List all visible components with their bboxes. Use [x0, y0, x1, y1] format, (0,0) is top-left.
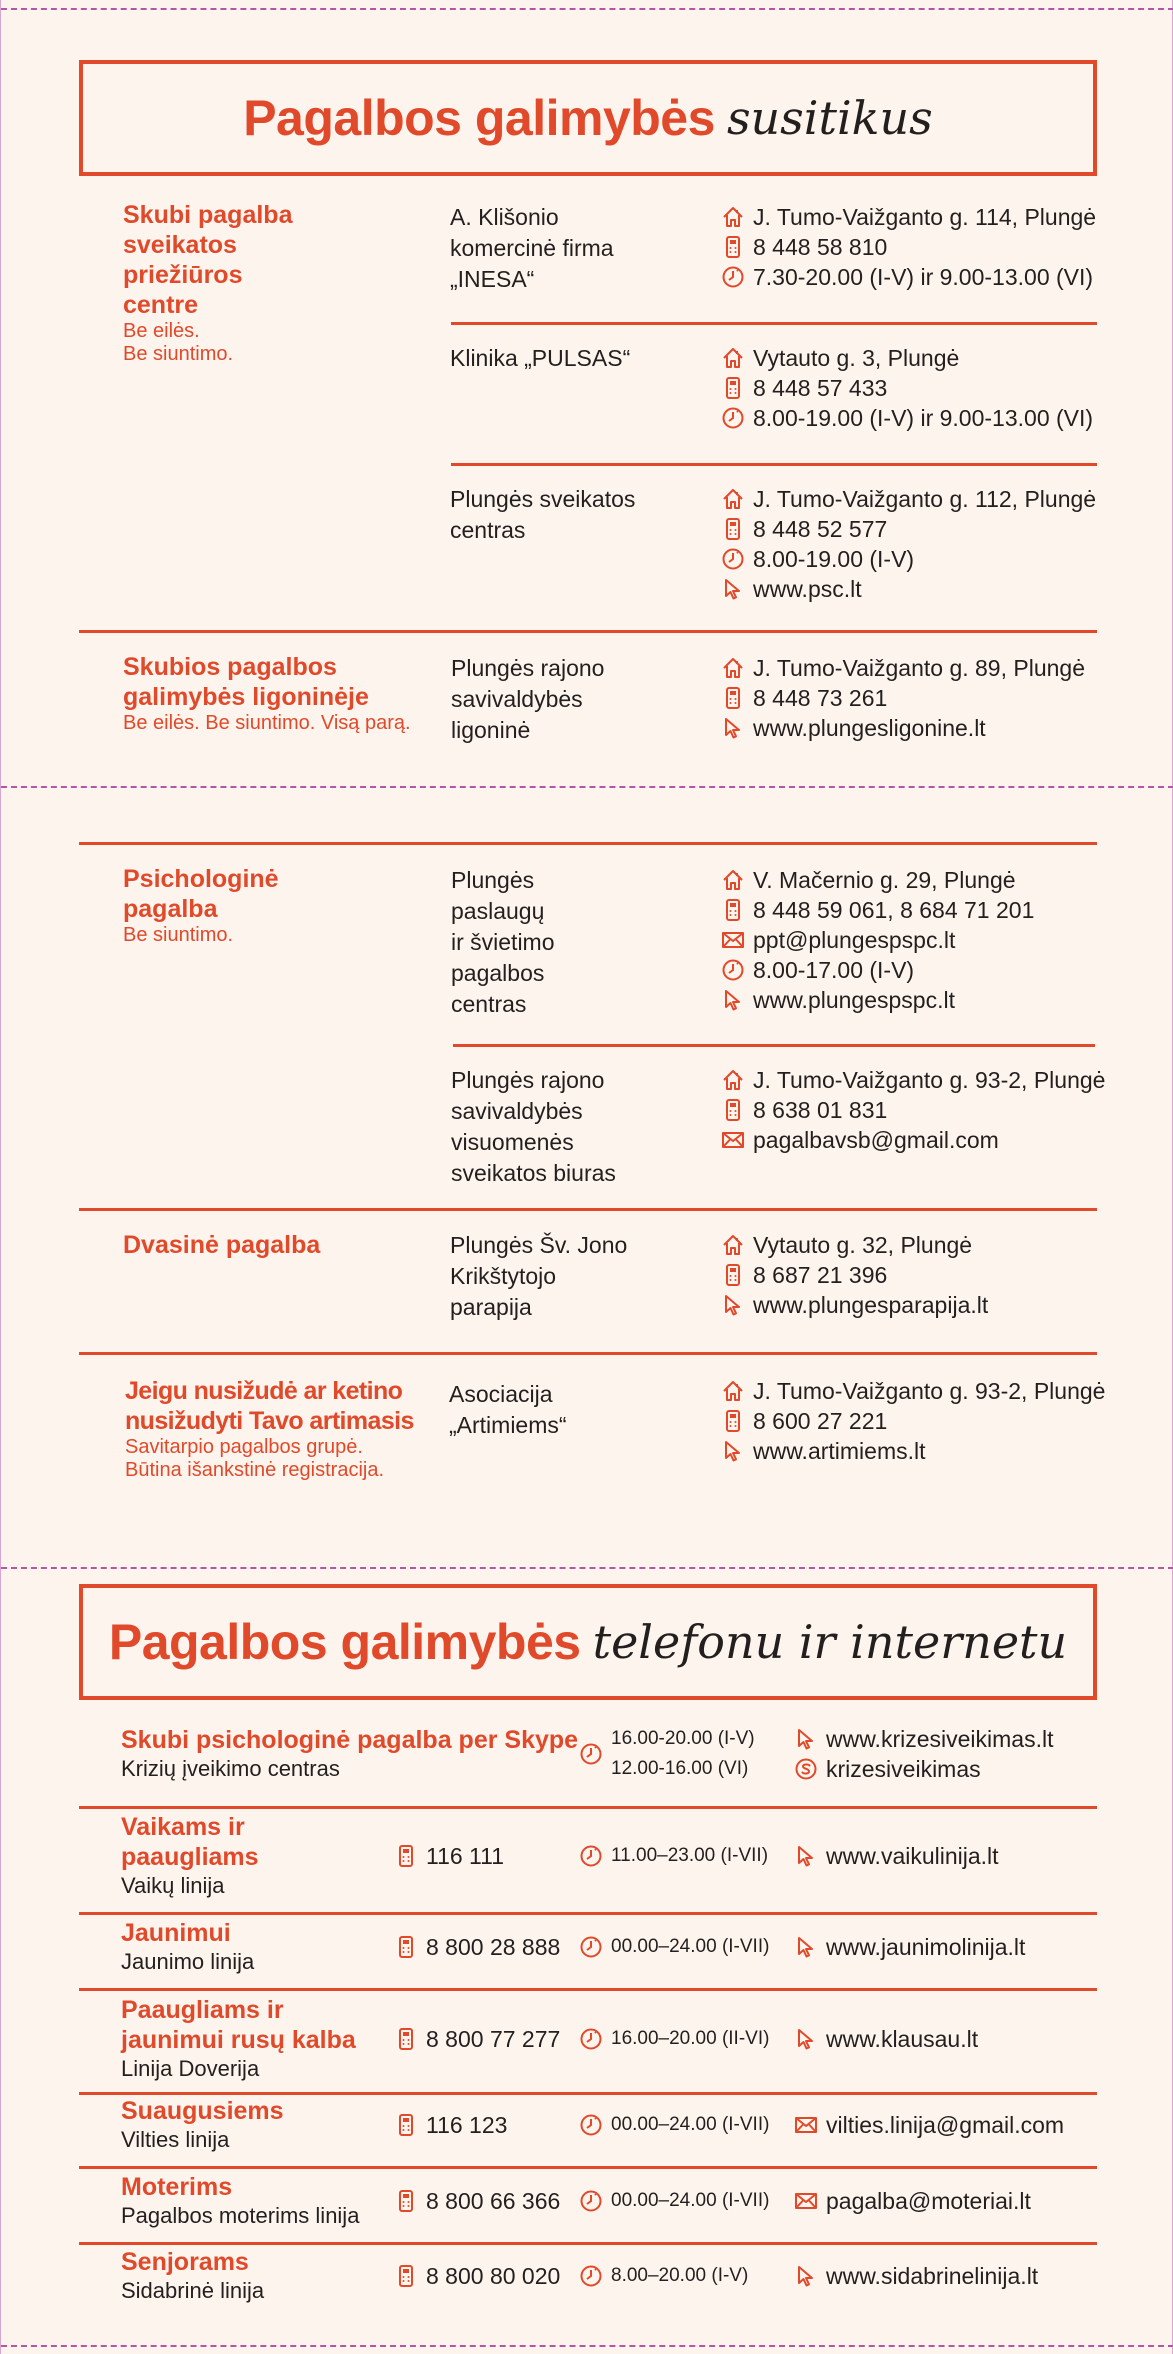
opening-hours — [579, 1841, 768, 1871]
cut-line-top — [1, 8, 1173, 10]
website-link[interactable]: www.plungesparapija.lt — [753, 1292, 989, 1318]
phone-icon — [394, 1844, 418, 1868]
hours-text: 00.00–24.00 (I-VII) — [611, 1936, 770, 1957]
phone-icon — [394, 2264, 418, 2288]
service-name: Vaikų linija — [121, 1873, 225, 1898]
hours-text: 11.00–23.00 (I-VII) — [611, 1845, 769, 1866]
cursor-icon — [721, 577, 745, 601]
phone[interactable]: 8 600 27 221 — [753, 1408, 888, 1434]
address: J. Tumo-Vaižganto g. 93-2, Plungė — [753, 1378, 1106, 1404]
clock-icon — [579, 2264, 603, 2288]
clock-icon — [579, 2113, 603, 2137]
website-link[interactable]: www.psc.lt — [753, 576, 862, 602]
address: J. Tumo-Vaižganto g. 93-2, Plungė — [753, 1067, 1106, 1093]
divider — [79, 2242, 1097, 2245]
category-psychological: Psichologinė pagalba Be siuntimo. — [123, 865, 279, 946]
service-name: Jaunimo linija — [121, 1949, 255, 1974]
contact-line[interactable] — [794, 2186, 1031, 2216]
hours: 8.00-19.00 (I-V) ir 9.00-13.00 (VI) — [753, 405, 1094, 431]
divider — [79, 2092, 1097, 2095]
mail-icon — [721, 1128, 745, 1152]
phone-number[interactable] — [394, 2261, 560, 2291]
contact-line[interactable] — [794, 1754, 1053, 1784]
phone-text[interactable]: 8 800 66 366 — [426, 2188, 561, 2214]
phone-icon — [394, 2113, 418, 2137]
clock-icon — [579, 2027, 603, 2051]
divider — [79, 1988, 1097, 1991]
service-name: Sidabrinė linija — [121, 2278, 265, 2303]
divider — [79, 1208, 1097, 1211]
home-icon — [721, 868, 745, 892]
hours-text: 16.00-20.00 (I-V) — [611, 1728, 755, 1749]
service-name: Vilties linija — [121, 2127, 230, 2152]
clock-icon — [721, 547, 745, 571]
phone-text[interactable]: 116 123 — [426, 2112, 508, 2138]
clock-icon — [721, 265, 745, 289]
divider — [79, 1352, 1097, 1355]
divider — [79, 842, 1097, 845]
contact-line[interactable] — [794, 2261, 1038, 2291]
cursor-icon — [794, 2027, 818, 2051]
title-italic: susitikus — [726, 91, 933, 145]
home-icon — [721, 346, 745, 370]
provider-contacts-vsb — [721, 1065, 1105, 1155]
divider — [79, 630, 1097, 633]
category-label: Paaugliams ir — [121, 1996, 284, 2024]
phone-icon — [721, 898, 745, 922]
service-name: Linija Doverija — [121, 2056, 260, 2081]
phone-text[interactable]: 8 800 80 020 — [426, 2263, 561, 2289]
provider-contacts-pulsas — [721, 343, 1093, 433]
title-italic: telefonu ir internetu — [592, 1615, 1068, 1669]
opening-hours — [579, 1932, 769, 1962]
category-bereavement: Jeigu nusižudė ar ketino nusižudyti Tavo artimasis Savitarpio pagalbos grupė. Būtina išankstinė registracija. — [125, 1377, 414, 1481]
cursor-icon — [794, 1844, 818, 1868]
hours-text: 16.00–20.00 (II-VI) — [611, 2028, 770, 2049]
phone-icon — [394, 1935, 418, 1959]
category-urgent-health-centre: Skubi pagalba sveikatos priežiūros centre Be eilės. Be siuntimo. — [123, 201, 293, 365]
provider-name-pspc: Plungės paslaugų ir švietimo pagalbos centras — [451, 867, 555, 1017]
cursor-icon — [721, 1439, 745, 1463]
mail-icon — [721, 928, 745, 952]
provider-contacts-hospital — [721, 653, 1085, 743]
cut-line-middle — [1, 786, 1173, 788]
provider-contacts-psc — [721, 484, 1096, 604]
category-label: jaunimui rusų kalba — [121, 2026, 356, 2054]
website-link[interactable]: www.plungesligonine.lt — [753, 715, 986, 741]
service-name: Krizių įveikimo centras — [121, 1756, 340, 1781]
provider-name-inesa: A. Klišonio komercinė firma „INESA“ — [450, 204, 614, 292]
contact-link[interactable]: vilties.linija@gmail.com — [826, 2112, 1065, 2138]
phone-text[interactable]: 8 800 77 277 — [426, 2026, 561, 2052]
phone-icon — [721, 376, 745, 400]
phone-text[interactable]: 8 800 28 888 — [426, 1934, 561, 1960]
contact-link[interactable]: www.krizesiveikimas.lt — [826, 1726, 1054, 1752]
phone-icon — [721, 686, 745, 710]
helpline-category — [121, 1812, 581, 1900]
contact-link[interactable]: www.jaunimolinija.lt — [826, 1934, 1026, 1960]
cursor-icon — [794, 2264, 818, 2288]
category-hospital: Skubios pagalbos galimybės ligoninėje Be eilės. Be siuntimo. Visą parą. — [123, 653, 411, 734]
address: J. Tumo-Vaižganto g. 112, Plungė — [753, 486, 1097, 512]
phone-icon — [721, 235, 745, 259]
category-label: Senjorams — [121, 2248, 249, 2276]
section-title-in-person — [79, 60, 1097, 176]
title-bold: Pagalbos galimybės — [243, 90, 715, 146]
contact-link[interactable]: www.klausau.lt — [826, 2026, 979, 2052]
phone-number[interactable] — [394, 2024, 560, 2054]
opening-hours — [579, 2024, 769, 2054]
provider-name-vsb: Plungės rajono savivaldybės visuomenės sveikatos biuras — [451, 1067, 616, 1186]
hours: 7.30-20.00 (I-V) ir 9.00-13.00 (VI) — [753, 264, 1094, 290]
hours: 8.00-19.00 (I-V) — [753, 546, 915, 572]
contact — [794, 2186, 1031, 2216]
divider — [79, 1912, 1097, 1915]
phone-icon — [721, 1263, 745, 1287]
clock-icon — [721, 406, 745, 430]
title-bold: Pagalbos galimybės — [108, 1614, 581, 1670]
clock-icon — [721, 958, 745, 982]
clock-icon — [579, 2189, 603, 2213]
home-icon — [721, 656, 745, 680]
phone-number[interactable] — [394, 2110, 507, 2140]
hours-text: 00.00–24.00 (I-VII) — [611, 2114, 770, 2135]
phone[interactable]: 8 687 21 396 — [753, 1262, 888, 1288]
website-link[interactable]: www.artimiems.lt — [753, 1438, 926, 1464]
contact-line[interactable] — [794, 1724, 1053, 1754]
category-label: Moterims — [121, 2173, 233, 2201]
address: J. Tumo-Vaižganto g. 89, Plungė — [753, 655, 1085, 681]
provider-contacts-parish — [721, 1230, 988, 1320]
contact-line[interactable] — [794, 1841, 999, 1871]
phone[interactable]: 8 448 58 810 — [753, 234, 888, 260]
provider-contacts-artimiems — [721, 1376, 1105, 1466]
address: Vytauto g. 3, Plungė — [753, 345, 960, 371]
contact — [794, 2261, 1038, 2291]
cursor-icon — [794, 1727, 818, 1751]
opening-hours — [579, 1724, 755, 1784]
provider-name-artimiems: Asociacija „Artimiems“ — [449, 1381, 567, 1438]
phone-icon — [721, 1409, 745, 1433]
cut-line-lower — [1, 1567, 1173, 1569]
phone[interactable]: 8 448 57 433 — [753, 375, 888, 401]
cut-line-bottom — [1, 2345, 1173, 2347]
provider-name-parish: Plungės Šv. Jono Krikštytojo parapija — [450, 1232, 628, 1320]
contact-link[interactable]: pagalba@moteriai.lt — [826, 2188, 1031, 2214]
home-icon — [721, 205, 745, 229]
opening-hours — [579, 2261, 748, 2291]
divider — [451, 322, 1097, 325]
address: V. Mačernio g. 29, Plungė — [753, 867, 1016, 893]
provider-contacts-pspc — [721, 865, 1034, 1015]
cursor-icon — [721, 716, 745, 740]
phone[interactable]: 8 638 01 831 — [753, 1097, 888, 1123]
category-label: Skubi psichologinė pagalba per Skype — [121, 1726, 579, 1754]
opening-hours — [579, 2186, 769, 2216]
phone[interactable]: 8 448 73 261 — [753, 685, 888, 711]
section-title-phone-internet — [79, 1584, 1097, 1700]
skype-icon — [794, 1757, 818, 1781]
address: Vytauto g. 32, Plungė — [753, 1232, 973, 1258]
phone-icon — [394, 2027, 418, 2051]
clock-icon — [579, 1844, 603, 1868]
contact-line[interactable] — [794, 2110, 1064, 2140]
category-label: Suaugusiems — [121, 2097, 284, 2125]
category-label: Jaunimui — [121, 1919, 231, 1947]
hours-text: 00.00–24.00 (I-VII) — [611, 2190, 770, 2211]
phone-icon — [394, 2189, 418, 2213]
mail-icon — [794, 2189, 818, 2213]
contact — [794, 1932, 1025, 1962]
helpline-category — [121, 1725, 581, 1783]
divider — [79, 1806, 1097, 1809]
email-link[interactable]: ppt@plungespspc.lt — [753, 927, 956, 953]
phone[interactable]: 8 448 52 577 — [753, 516, 888, 542]
home-icon — [721, 1068, 745, 1092]
opening-hours — [579, 2110, 769, 2140]
phone-text[interactable]: 116 111 — [426, 1843, 505, 1869]
mail-icon — [794, 2113, 818, 2137]
phone-icon — [721, 1098, 745, 1122]
home-icon — [721, 1379, 745, 1403]
provider-name-hospital: Plungės rajono savivaldybės ligoninė — [451, 655, 605, 743]
divider — [453, 1044, 1095, 1047]
provider-name-pulsas: Klinika „PULSAS“ — [450, 345, 631, 371]
category-label: Vaikams ir — [121, 1813, 245, 1841]
provider-name-psc: Plungės sveikatos centras — [450, 486, 636, 543]
cursor-icon — [794, 1935, 818, 1959]
phone-number[interactable] — [394, 1932, 560, 1962]
contact-line[interactable] — [794, 1932, 1025, 1962]
home-icon — [721, 1233, 745, 1257]
phone-number[interactable] — [394, 2186, 560, 2216]
hours-text: 12.00-16.00 (VI) — [611, 1758, 749, 1779]
website-link[interactable]: www.plungespspc.lt — [753, 987, 955, 1013]
hours: 8.00-17.00 (I-V) — [753, 957, 915, 983]
service-name: Pagalbos moterims linija — [121, 2203, 360, 2228]
email-link[interactable]: pagalbavsb@gmail.com — [753, 1127, 999, 1153]
category-spiritual: Dvasinė pagalba — [123, 1231, 321, 1259]
clock-icon — [579, 1742, 603, 1766]
divider — [79, 2166, 1097, 2169]
contact-link[interactable]: krizesiveikimas — [826, 1756, 981, 1782]
provider-contacts-inesa — [721, 202, 1096, 292]
contact — [794, 1724, 1053, 1784]
address: J. Tumo-Vaižganto g. 114, Plungė — [753, 204, 1097, 230]
home-icon — [721, 487, 745, 511]
contact — [794, 1841, 999, 1871]
phone-number[interactable] — [394, 1841, 504, 1871]
contact-line[interactable] — [794, 2024, 978, 2054]
divider — [451, 463, 1097, 466]
phone-icon — [721, 517, 745, 541]
hours-text: 8.00–20.00 (I-V) — [611, 2265, 749, 2286]
clock-icon — [579, 1935, 603, 1959]
phone[interactable]: 8 448 59 061, 8 684 71 201 — [753, 897, 1035, 923]
contact-link[interactable]: www.sidabrinelinija.lt — [826, 2263, 1039, 2289]
contact — [794, 2024, 978, 2054]
contact — [794, 2110, 1064, 2140]
cursor-icon — [721, 1293, 745, 1317]
helpline-category — [121, 2096, 581, 2154]
cursor-icon — [721, 988, 745, 1012]
category-label: paaugliams — [121, 1843, 259, 1871]
contact-link[interactable]: www.vaikulinija.lt — [826, 1843, 999, 1869]
